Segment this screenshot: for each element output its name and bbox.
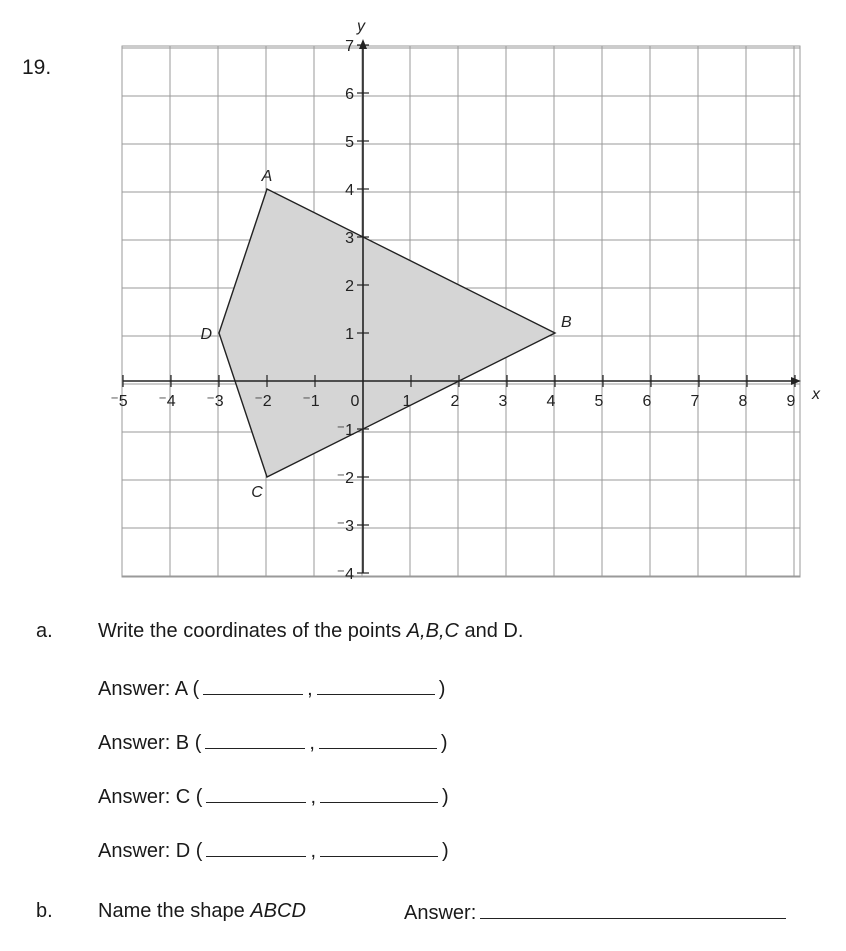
y-tick-label: ⁻1	[336, 422, 354, 439]
x-tick-label: 7	[690, 393, 700, 410]
answer-close: )	[438, 678, 446, 700]
answer-row-b	[98, 730, 448, 755]
answer-y-blank[interactable]	[319, 730, 437, 749]
y-tick-label: 2	[345, 278, 354, 295]
answer-sep: ,	[309, 732, 315, 754]
y-tick-label: 6	[345, 86, 354, 103]
answer-prefix: Answer: B (	[98, 732, 202, 754]
question-number: 19.	[22, 56, 52, 79]
part-b-shape: ABCD	[250, 900, 306, 922]
x-tick-label: 5	[594, 393, 604, 410]
x-axis-label: x	[812, 386, 820, 403]
x-tick-label: 8	[738, 393, 748, 410]
y-tick-label: 4	[345, 182, 354, 199]
x-tick-label: ⁻1	[302, 393, 320, 410]
answer-x-blank[interactable]	[205, 730, 305, 749]
y-tick-label: 7	[345, 38, 354, 55]
answer-row-c	[98, 784, 449, 809]
point-label-a: A	[261, 168, 273, 185]
answer-sep: ,	[310, 840, 317, 862]
quadrilateral-abcd	[219, 189, 555, 477]
y-axis-arrow	[359, 39, 367, 49]
answer-sep: ,	[307, 678, 313, 700]
y-tick-label: ⁻4	[336, 566, 354, 583]
answer-row-d	[98, 838, 449, 863]
point-label-c: C	[251, 484, 263, 501]
answer-prefix: Answer: C (	[98, 786, 203, 808]
part-b-prompt	[98, 900, 306, 923]
point-label-b: B	[561, 314, 572, 331]
x-tick-label: ⁻5	[110, 393, 128, 410]
prompt-end: and D.	[458, 620, 524, 642]
x-tick-label: ⁻2	[254, 393, 272, 410]
answer-x-blank[interactable]	[206, 784, 306, 803]
y-axis-label: y	[357, 18, 365, 35]
answer-y-blank[interactable]	[320, 838, 438, 857]
part-b-answer-blank[interactable]	[480, 900, 786, 919]
prompt-points: A,B,C	[406, 620, 459, 642]
part-b-prompt-text: Name the shape	[98, 900, 251, 922]
answer-sep: ,	[310, 786, 317, 808]
y-tick-label: 3	[345, 230, 354, 247]
part-a-prompt	[98, 620, 523, 643]
y-tick-label: 5	[345, 134, 354, 151]
x-tick-label: 3	[498, 393, 508, 410]
x-tick-label: 1	[402, 393, 412, 410]
part-b-answer-label: Answer:	[404, 902, 477, 924]
answer-prefix: Answer: D (	[98, 840, 203, 862]
answer-y-blank[interactable]	[317, 676, 435, 695]
x-tick-label: 4	[546, 393, 556, 410]
answer-x-blank[interactable]	[203, 676, 303, 695]
x-tick-label: ⁻3	[206, 393, 224, 410]
x-tick-label: ⁻4	[158, 393, 176, 410]
answer-prefix: Answer: A (	[98, 678, 200, 700]
x-tick-label: 0	[350, 393, 360, 410]
answer-y-blank[interactable]	[320, 784, 438, 803]
answer-x-blank[interactable]	[206, 838, 306, 857]
prompt-start: Write the coordinates of the points	[98, 620, 407, 642]
y-tick-label: 1	[345, 326, 354, 343]
y-tick-label: ⁻3	[336, 518, 354, 535]
part-b-label: b.	[36, 900, 53, 922]
x-tick-label: 9	[786, 393, 796, 410]
point-label-d: D	[200, 326, 212, 343]
x-tick-label: 2	[450, 393, 460, 410]
part-a-label: a.	[36, 620, 53, 642]
answer-close: )	[442, 840, 449, 862]
y-tick-label: ⁻2	[336, 470, 354, 487]
x-tick-label: 6	[642, 393, 652, 410]
answer-close: )	[442, 786, 449, 808]
part-b-answer	[404, 900, 790, 925]
answer-close: )	[440, 732, 448, 754]
answer-row-a	[98, 676, 445, 701]
